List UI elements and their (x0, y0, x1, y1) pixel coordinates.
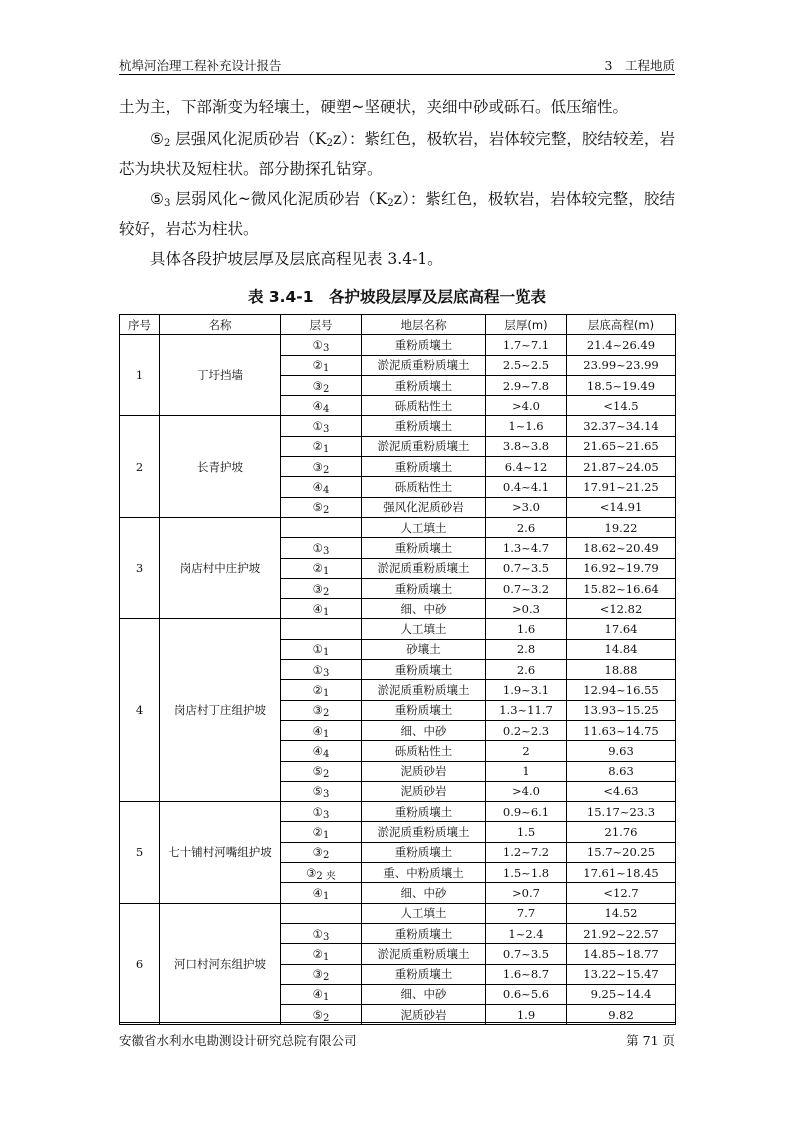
cell-layer-no (281, 741, 362, 761)
table-row (120, 517, 676, 537)
header-layer-no: 层号 (281, 315, 362, 335)
layer-mark: ⑤ (312, 764, 323, 779)
layer-mark: ⑤ (150, 130, 164, 148)
layer-mark: ② (312, 825, 323, 840)
cell-thickness: 1.6~8.7 (486, 964, 567, 984)
cell-layer-name: 重粉质壤土 (362, 416, 486, 436)
layer-sub: 3 (322, 789, 330, 801)
layer-sub: 2 (322, 586, 330, 598)
cell-thickness: >3.0 (486, 497, 567, 517)
cell-layer-name: 砾质粘性土 (362, 477, 486, 497)
cell-name: 河口村河东组护坡 (160, 903, 281, 1025)
footer-page-number: 第 71 页 (626, 1033, 675, 1048)
cell-layer-name: 细、中砂 (362, 984, 486, 1004)
layer-mark: ③ (312, 967, 323, 982)
cell-thickness: 1.3~11.7 (486, 700, 567, 720)
table-row (120, 619, 676, 639)
layer-sub: 2 (322, 1012, 330, 1024)
layer-mark: ⑤ (312, 500, 323, 515)
header-no: 序号 (120, 315, 160, 335)
cell-layer-no (281, 944, 362, 964)
cell-elevation: 17.61~18.45 (567, 863, 676, 883)
cell-thickness: 7.7 (486, 903, 567, 923)
layer-mark: ① (312, 804, 323, 819)
cell-thickness: 1.2~7.2 (486, 842, 567, 862)
layer-mark: ① (312, 926, 323, 941)
cell-layer-no (281, 436, 362, 456)
cell-layer-name: 淤泥质重粉质壤土 (362, 944, 486, 964)
layer-mark: ④ (312, 601, 323, 616)
cell-layer-no (281, 335, 362, 355)
cell-thickness: 1.6 (486, 619, 567, 639)
cell-layer-no (281, 477, 362, 497)
paragraph-text: 层弱风化~微风化泥质砂岩（K (170, 190, 388, 208)
cell-elevation: 32.37~34.14 (567, 416, 676, 436)
cell-layer-name: 淤泥质重粉质壤土 (362, 355, 486, 375)
cell-thickness: 2.6 (486, 660, 567, 680)
layer-sub: 3 (164, 198, 171, 209)
cell-layer-name: 重粉质壤土 (362, 375, 486, 395)
cell-layer-name: 重粉质壤土 (362, 700, 486, 720)
cell-elevation: 14.85~18.77 (567, 944, 676, 964)
table-row (120, 802, 676, 822)
cell-elevation: 11.63~14.75 (567, 720, 676, 740)
cell-elevation: 18.88 (567, 660, 676, 680)
cell-thickness: 0.9~6.1 (486, 802, 567, 822)
cell-layer-name: 泥质砂岩 (362, 761, 486, 781)
cell-layer-name: 细、中砂 (362, 599, 486, 619)
table-row (120, 903, 676, 923)
cell-thickness: 2.5~2.5 (486, 355, 567, 375)
layer-mark: ⑤ (312, 784, 323, 799)
layer-mark: ① (312, 337, 323, 352)
layer-sub: 3 (322, 424, 330, 436)
table-header-row (120, 315, 676, 335)
cell-layer-no (281, 883, 362, 903)
cell-elevation: 16.92~19.79 (567, 558, 676, 578)
cell-thickness: 1.9~3.1 (486, 680, 567, 700)
cell-layer-no (281, 700, 362, 720)
page-footer (119, 1022, 675, 1047)
cell-layer-name: 泥质砂岩 (362, 781, 486, 801)
cell-layer-name: 重粉质壤土 (362, 335, 486, 355)
cell-elevation: 17.64 (567, 619, 676, 639)
cell-no: 1 (120, 335, 160, 416)
cell-layer-name: 人工填土 (362, 619, 486, 639)
cell-layer-no (281, 355, 362, 375)
footer-company: 安徽省水利水电勘测设计研究总院有限公司 (119, 1033, 357, 1048)
layer-mark: ② (312, 561, 323, 576)
cell-elevation: 21.4~26.49 (567, 335, 676, 355)
cell-thickness: 1.3~4.7 (486, 538, 567, 558)
cell-layer-name: 重粉质壤土 (362, 538, 486, 558)
layer-sub: 4 (322, 403, 330, 415)
layer-mark: ① (312, 662, 323, 677)
cell-no: 6 (120, 903, 160, 1025)
formula-sub: 2 (387, 198, 394, 209)
cell-thickness: 1.7~7.1 (486, 335, 567, 355)
cell-elevation: 12.94~16.55 (567, 680, 676, 700)
cell-elevation: <14.5 (567, 396, 676, 416)
cell-thickness: >0.3 (486, 599, 567, 619)
cell-elevation: 23.99~23.99 (567, 355, 676, 375)
cell-layer-no (281, 680, 362, 700)
layer-sub: 3 (322, 342, 330, 354)
layer-sub: 4 (322, 748, 330, 760)
cell-elevation: 19.22 (567, 517, 676, 537)
cell-name: 丁圩挡墙 (160, 335, 281, 416)
cell-elevation: <12.7 (567, 883, 676, 903)
paragraph-layer-5-3 (119, 184, 675, 244)
cell-elevation: 9.82 (567, 1005, 676, 1025)
layer-sub: 1 (322, 606, 330, 618)
layer-mark: ② (312, 946, 323, 961)
cell-thickness: 2 (486, 741, 567, 761)
cell-elevation: 13.22~15.47 (567, 964, 676, 984)
cell-thickness: 2.6 (486, 517, 567, 537)
layer-mark: ④ (312, 885, 323, 900)
cell-layer-name: 人工填土 (362, 903, 486, 923)
cell-thickness: 0.7~3.5 (486, 944, 567, 964)
cell-thickness: >0.7 (486, 883, 567, 903)
cell-elevation: <4.63 (567, 781, 676, 801)
cell-layer-name: 砾质粘性土 (362, 396, 486, 416)
layer-mark: ③ (312, 378, 323, 393)
cell-layer-name: 重粉质壤土 (362, 964, 486, 984)
cell-layer-no (281, 660, 362, 680)
table-caption: 表 3.4-1 各护坡段层厚及层底高程一览表 (247, 288, 547, 306)
cell-layer-name: 重粉质壤土 (362, 457, 486, 477)
cell-elevation: 21.65~21.65 (567, 436, 676, 456)
cell-layer-no (281, 802, 362, 822)
layer-mark: ② (312, 439, 323, 454)
layer-sub: 3 (322, 667, 330, 679)
paragraph-text: 层强风化泥质砂岩（K (170, 130, 327, 148)
cell-thickness: 2.8 (486, 639, 567, 659)
layer-sub: 2 (322, 769, 330, 781)
formula-sub: 2 (326, 138, 333, 149)
cell-layer-name: 重粉质壤土 (362, 842, 486, 862)
cell-layer-no (281, 517, 362, 537)
cell-layer-no (281, 558, 362, 578)
cell-elevation: 13.93~15.25 (567, 700, 676, 720)
cell-elevation: 18.5~19.49 (567, 375, 676, 395)
layer-mark: ② (312, 358, 323, 373)
layer-mark: ④ (312, 987, 323, 1002)
cell-elevation: 21.87~24.05 (567, 457, 676, 477)
cell-elevation: 9.25~14.4 (567, 984, 676, 1004)
cell-thickness: 1 (486, 761, 567, 781)
layer-sub: 1 (322, 687, 330, 699)
cell-thickness: 6.4~12 (486, 457, 567, 477)
cell-thickness: 1~1.6 (486, 416, 567, 436)
cell-name: 长青护坡 (160, 416, 281, 517)
cell-no: 4 (120, 619, 160, 802)
cell-elevation: <14.91 (567, 497, 676, 517)
layer-mark: ③ (306, 865, 317, 880)
layer-sub: 2 (322, 505, 330, 517)
cell-layer-no (281, 863, 362, 883)
cell-layer-name: 重粉质壤土 (362, 660, 486, 680)
cell-layer-name: 砂壤土 (362, 639, 486, 659)
layer-sub: 2 夹 (316, 870, 336, 882)
cell-layer-no (281, 761, 362, 781)
layer-mark: ③ (312, 581, 323, 596)
cell-elevation: 9.63 (567, 741, 676, 761)
table-row (120, 335, 676, 355)
layer-mark: ③ (312, 845, 323, 860)
header-thickness: 层厚(m) (486, 315, 567, 335)
layer-sub: 4 (322, 485, 330, 497)
cell-elevation: 15.82~16.64 (567, 578, 676, 598)
layer-sub: 3 (322, 931, 330, 943)
header-elevation: 层底高程(m) (567, 315, 676, 335)
cell-layer-name: 细、中砂 (362, 720, 486, 740)
cell-thickness: 0.4~4.1 (486, 477, 567, 497)
cell-elevation: 15.17~23.3 (567, 802, 676, 822)
table-body (120, 335, 676, 1025)
layer-mark: ① (312, 642, 323, 657)
cell-layer-no (281, 903, 362, 923)
cell-thickness: 1.5~1.8 (486, 863, 567, 883)
header-name: 名称 (160, 315, 281, 335)
layer-mark: ④ (312, 480, 323, 495)
layer-sub: 3 (322, 809, 330, 821)
paragraph-layer-5-2 (119, 124, 675, 184)
layer-mark: ① (312, 419, 323, 434)
paragraph-table-ref: 具体各段护坡层厚及层底高程见表 3.4-1。 (150, 250, 443, 268)
cell-layer-name: 淤泥质重粉质壤土 (362, 680, 486, 700)
layer-mark: ② (312, 682, 323, 697)
cell-layer-name: 淤泥质重粉质壤土 (362, 436, 486, 456)
cell-thickness: 0.6~5.6 (486, 984, 567, 1004)
cell-thickness: 1~2.4 (486, 923, 567, 943)
cell-thickness: 2.9~7.8 (486, 375, 567, 395)
cell-layer-no (281, 984, 362, 1004)
cell-layer-name: 强风化泥质砂岩 (362, 497, 486, 517)
layer-sub: 2 (322, 383, 330, 395)
cell-no: 5 (120, 802, 160, 903)
cell-layer-no (281, 375, 362, 395)
cell-layer-no (281, 497, 362, 517)
layer-sub: 2 (322, 850, 330, 862)
cell-thickness: 0.7~3.2 (486, 578, 567, 598)
cell-layer-no (281, 639, 362, 659)
layer-sub: 2 (163, 138, 171, 149)
cell-elevation: 14.84 (567, 639, 676, 659)
cell-layer-name: 重、中粉质壤土 (362, 863, 486, 883)
layer-mark: ③ (312, 459, 323, 474)
cell-layer-no (281, 923, 362, 943)
cell-layer-no (281, 964, 362, 984)
layer-sub: 1 (322, 890, 330, 902)
cell-layer-name: 重粉质壤土 (362, 802, 486, 822)
cell-layer-no (281, 578, 362, 598)
layer-sub: 3 (322, 545, 330, 557)
layer-sub: 1 (322, 992, 330, 1004)
layer-mark: ① (312, 540, 323, 555)
layer-mark: ③ (312, 703, 323, 718)
cell-layer-no (281, 396, 362, 416)
paragraph-1: 土为主，下部渐变为轻壤土，硬塑~坚硬状，夹细中砂或砾石。低压缩性。 (119, 98, 628, 116)
cell-thickness: >4.0 (486, 396, 567, 416)
cell-thickness: 0.2~2.3 (486, 720, 567, 740)
cell-elevation: 21.92~22.57 (567, 923, 676, 943)
header-layer-name: 地层名称 (362, 315, 486, 335)
layer-sub: 2 (322, 972, 330, 984)
layer-sub: 1 (322, 647, 330, 659)
cell-layer-no (281, 842, 362, 862)
layer-sub: 1 (322, 444, 330, 456)
cell-elevation: 15.7~20.25 (567, 842, 676, 862)
header-section: 3 工程地质 (604, 58, 675, 73)
cell-layer-name: 砾质粘性土 (362, 741, 486, 761)
cell-layer-no (281, 822, 362, 842)
cell-elevation: 8.63 (567, 761, 676, 781)
cell-name: 七十铺村河嘴组护坡 (160, 802, 281, 903)
cell-elevation: 18.62~20.49 (567, 538, 676, 558)
page-header (119, 54, 675, 75)
cell-layer-name: 细、中砂 (362, 883, 486, 903)
layer-mark: ④ (312, 723, 323, 738)
cell-thickness: 3.8~3.8 (486, 436, 567, 456)
cell-elevation: 14.52 (567, 903, 676, 923)
cell-layer-name: 淤泥质重粉质壤土 (362, 822, 486, 842)
layer-table (119, 314, 676, 1025)
layer-sub: 1 (322, 728, 330, 740)
cell-elevation: <12.82 (567, 599, 676, 619)
header-title: 杭埠河治理工程补充设计报告 (119, 58, 282, 73)
paragraph-text: z）：紫红色，极软岩，岩体较完整，胶结较好，岩芯为柱状。 (119, 190, 675, 238)
cell-layer-no (281, 599, 362, 619)
cell-elevation: 21.76 (567, 822, 676, 842)
cell-layer-name: 淤泥质重粉质壤土 (362, 558, 486, 578)
cell-elevation: 17.91~21.25 (567, 477, 676, 497)
cell-thickness: 1.5 (486, 822, 567, 842)
layer-mark: ⑤ (150, 190, 164, 208)
cell-layer-no (281, 619, 362, 639)
layer-mark: ④ (312, 743, 323, 758)
cell-name: 岗店村丁庄组护坡 (160, 619, 281, 802)
cell-layer-no (281, 720, 362, 740)
layer-sub: 1 (322, 830, 330, 842)
cell-no: 2 (120, 416, 160, 517)
layer-sub: 1 (322, 363, 330, 375)
cell-thickness: 0.7~3.5 (486, 558, 567, 578)
cell-layer-no (281, 781, 362, 801)
layer-sub: 1 (322, 566, 330, 578)
cell-name: 岗店村中庄护坡 (160, 517, 281, 618)
cell-layer-no (281, 457, 362, 477)
cell-layer-name: 重粉质壤土 (362, 578, 486, 598)
cell-layer-no (281, 416, 362, 436)
layer-mark: ④ (312, 398, 323, 413)
layer-sub: 2 (322, 464, 330, 476)
table-row (120, 416, 676, 436)
cell-layer-name: 人工填土 (362, 517, 486, 537)
cell-thickness: 1.9 (486, 1005, 567, 1025)
paragraph-text: z）：紫红色，极软岩，岩体较完整，胶结较差，岩芯为块状及短柱状。部分勘探孔钻穿。 (119, 130, 676, 178)
layer-mark: ⑤ (312, 1007, 323, 1022)
cell-thickness: >4.0 (486, 781, 567, 801)
cell-layer-no (281, 538, 362, 558)
layer-sub: 1 (322, 951, 330, 963)
layer-sub: 2 (322, 708, 330, 720)
cell-layer-name: 泥质砂岩 (362, 1005, 486, 1025)
cell-layer-name: 重粉质壤土 (362, 923, 486, 943)
cell-no: 3 (120, 517, 160, 618)
